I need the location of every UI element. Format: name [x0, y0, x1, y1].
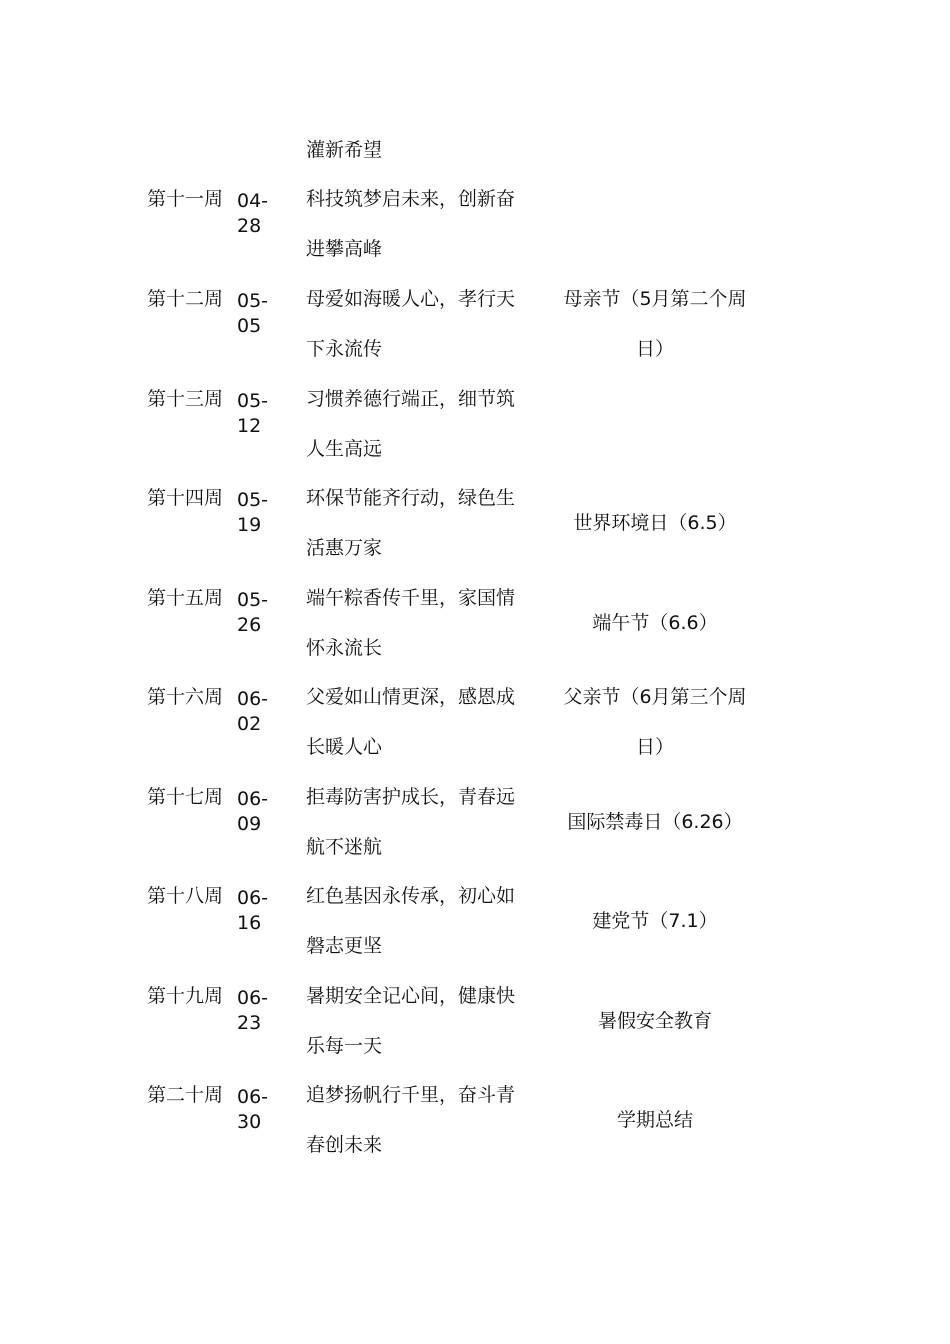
note-cell: 建党节（7.1） [592, 910, 718, 932]
week-cell: 第二十周 [146, 1084, 223, 1106]
date-cell: 06-16 [237, 887, 269, 934]
date-cell: 06-23 [237, 987, 269, 1034]
theme-cell: 环保节能齐行动，绿色生活惠万家 [306, 487, 516, 559]
note-cell [555, 174, 755, 274]
table-row [0, 473, 950, 573]
table-row [0, 274, 950, 374]
note-cell [555, 374, 755, 474]
date-cell: 05-26 [237, 589, 269, 636]
table-row [0, 573, 950, 673]
date-cell: 05-05 [237, 290, 269, 337]
theme-cell: 科技筑梦启未来，创新奋进攀高峰 [306, 188, 516, 260]
theme-cell: 暑期安全记心间，健康快乐每一天 [306, 985, 516, 1057]
date-cell: 06-09 [237, 788, 269, 835]
note-cell: 父亲节（6月第三个周日） [563, 686, 747, 758]
table-row [0, 174, 950, 274]
note-cell: 母亲节（5月第二个周日） [563, 288, 747, 360]
continued-theme-text: 灌新希望 [306, 139, 383, 161]
date-cell: 04-28 [237, 190, 269, 237]
week-cell: 第十七周 [146, 786, 223, 808]
table-row [0, 971, 950, 1071]
week-cell: 第十五周 [146, 587, 223, 609]
theme-cell: 拒毒防害护成长，青春远航不迷航 [306, 786, 516, 858]
note-cell: 世界环境日（6.5） [573, 512, 737, 534]
theme-cell: 父爱如山情更深，感恩成长暖人心 [306, 686, 516, 758]
theme-cell: 母爱如海暖人心，孝行天下永流传 [306, 288, 516, 360]
note-cell: 端午节（6.6） [592, 612, 718, 634]
week-cell: 第十一周 [146, 188, 223, 210]
table-row [0, 871, 950, 971]
table-row [0, 1070, 950, 1170]
week-cell: 第十二周 [146, 288, 223, 310]
date-cell: 05-12 [237, 390, 269, 437]
week-cell: 第十八周 [146, 885, 223, 907]
note-cell: 暑假安全教育 [597, 1010, 712, 1032]
date-cell: 05-19 [237, 489, 269, 536]
theme-cell: 习惯养德行端正，细节筑人生高远 [306, 388, 516, 460]
week-cell: 第十四周 [146, 487, 223, 509]
week-cell: 第十九周 [146, 985, 223, 1007]
theme-cell: 追梦扬帆行千里，奋斗青春创未来 [306, 1084, 516, 1156]
theme-cell: 端午粽香传千里，家国情怀永流长 [306, 587, 516, 659]
table-row [0, 772, 950, 872]
date-cell: 06-02 [237, 688, 269, 735]
note-cell: 学期总结 [616, 1109, 693, 1131]
date-cell: 06-30 [237, 1086, 269, 1133]
table-row [0, 374, 950, 474]
theme-cell: 红色基因永传承，初心如磐志更坚 [306, 885, 516, 957]
week-cell: 第十三周 [146, 388, 223, 410]
week-cell: 第十六周 [146, 686, 223, 708]
table-row [0, 672, 950, 772]
note-cell: 国际禁毒日（6.26） [567, 811, 743, 833]
